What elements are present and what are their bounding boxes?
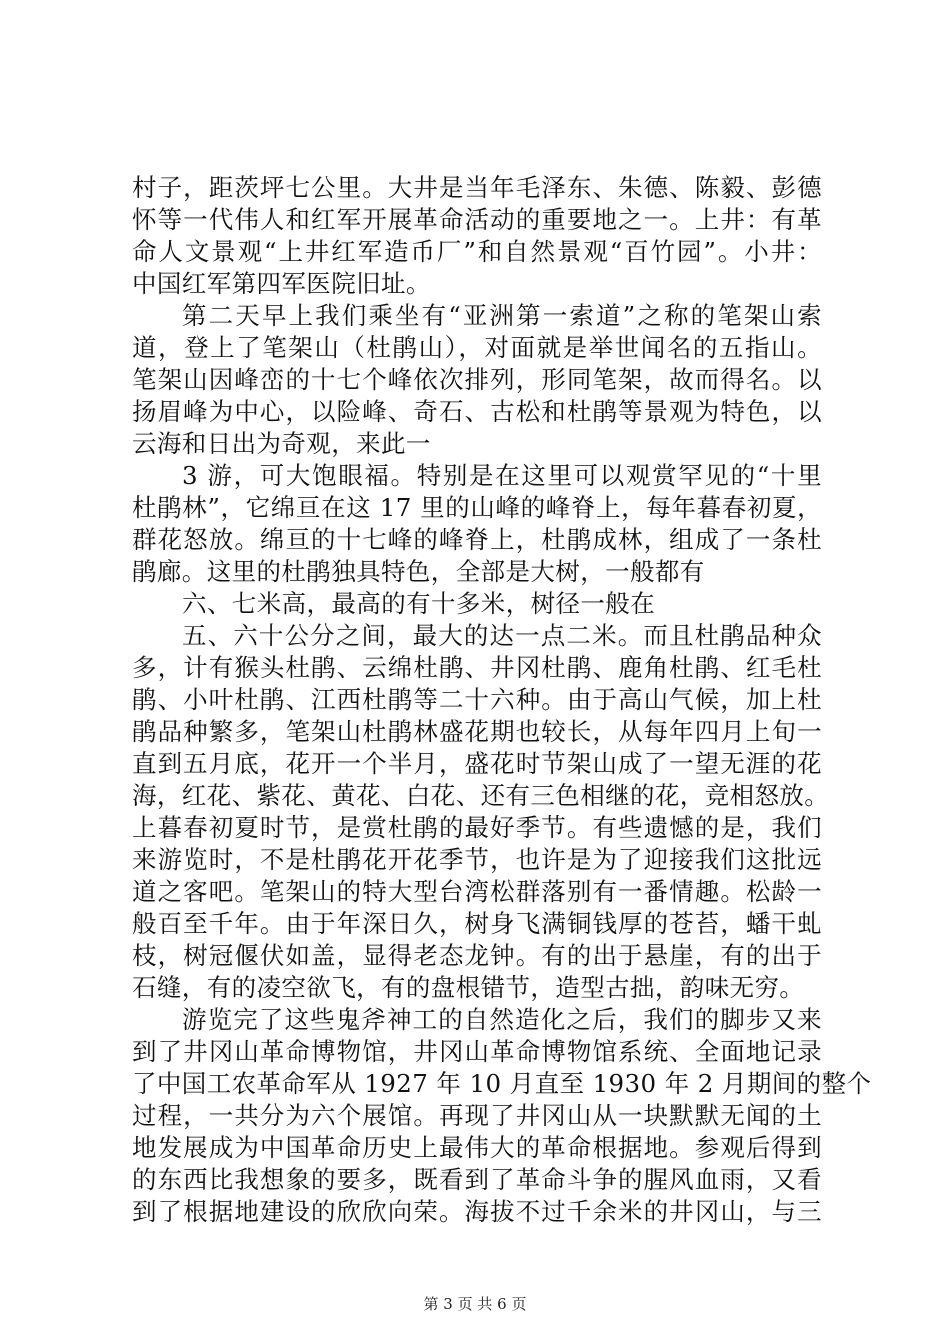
text-line: 鹃品种繁多，笔架山杜鹃林盛花期也较长，从每年四月上旬一 xyxy=(132,717,822,746)
text-line: 的东西比我想象的要多，既看到了革命斗争的腥风血雨，又看 xyxy=(132,1165,822,1194)
text-line: 鹃、小叶杜鹃、江西杜鹃等二十六种。由于高山气候，加上杜 xyxy=(132,685,822,714)
text-line: 云海和日出为奇观，来此一 xyxy=(132,429,431,458)
text-line: 地发展成为中国革命历史上最伟大的革命根据地。参观后得到 xyxy=(132,1133,822,1162)
text-line: 六、七米高，最高的有十多米，树径一般在 xyxy=(182,589,656,618)
page-footer: 第 3 页 共 6 页 xyxy=(423,1295,527,1313)
text-line: 枝，树冠偃伏如盖，显得老态龙钟。有的出于悬崖，有的出于 xyxy=(132,941,822,970)
text-line: 了中国工农革命军从 1927 年 10 月直至 1930 年 2 月期间的整个 xyxy=(132,1069,872,1098)
text-line: 杜鹃林”，它绵亘在这 17 里的山峰的峰脊上，每年暮春初夏， xyxy=(132,493,822,522)
text-line: 道之客吧。笔架山的特大型台湾松群落别有一番情趣。松龄一 xyxy=(132,877,822,906)
text-line: 到了根据地建设的欣欣向荣。海拔不过千余米的井冈山，与三 xyxy=(132,1197,822,1226)
text-line: 鹃廊。这里的杜鹃独具特色，全部是大树，一般都有 xyxy=(132,557,705,586)
body-text xyxy=(132,172,872,1228)
text-line: 般百至千年。由于年深日久，树身飞满铜钱厚的苍苔，蟠干虬 xyxy=(132,909,822,938)
text-line: 到了井冈山革命博物馆，井冈山革命博物馆系统、全面地记录 xyxy=(132,1037,822,1066)
text-line: 3 游，可大饱眼福。特别是在这里可以观赏罕见的“十里 xyxy=(182,461,822,490)
text-line: 中国红军第四军医院旧址。 xyxy=(132,269,431,298)
text-line: 过程，一共分为六个展馆。再现了井冈山从一块默默无闻的土 xyxy=(132,1101,822,1130)
text-line: 游览完了这些鬼斧神工的自然造化之后，我们的脚步又来 xyxy=(182,1005,822,1034)
text-line: 群花怒放。绵亘的十七峰的峰脊上，杜鹃成林，组成了一条杜 xyxy=(132,525,822,554)
text-line: 道，登上了笔架山（杜鹃山），对面就是举世闻名的五指山。 xyxy=(132,333,822,362)
text-line: 命人文景观“上井红军造币厂”和自然景观“百竹园”。小井： xyxy=(132,237,822,266)
text-line: 海，红花、紫花、黄花、白花、还有三色相继的花，竞相怒放。 xyxy=(132,781,830,810)
text-line: 上暮春初夏时节，是赏杜鹃的最好季节。有些遗憾的是，我们 xyxy=(132,813,822,842)
text-line: 村子，距茨坪七公里。大井是当年毛泽东、朱德、陈毅、彭德 xyxy=(132,173,822,202)
text-line: 石缝，有的凌空欲飞，有的盘根错节，造型古拙，韵味无穷。 xyxy=(132,973,805,1002)
text-line: 扬眉峰为中心，以险峰、奇石、古松和杜鹃等景观为特色，以 xyxy=(132,397,822,426)
text-line: 直到五月底，花开一个半月，盛花时节架山成了一望无涯的花 xyxy=(132,749,822,778)
text-line: 来游览时，不是杜鹃花开花季节，也许是为了迎接我们这批远 xyxy=(132,845,822,874)
text-line: 多，计有猴头杜鹃、云绵杜鹃、井冈杜鹃、鹿角杜鹃、红毛杜 xyxy=(132,653,822,682)
text-line: 笔架山因峰峦的十七个峰依次排列，形同笔架，故而得名。以 xyxy=(132,365,822,394)
text-line: 怀等一代伟人和红军开展革命活动的重要地之一。上井：有革 xyxy=(132,205,822,234)
text-line: 第二天早上我们乘坐有“亚洲第一索道”之称的笔架山索 xyxy=(182,301,822,330)
text-line: 五、六十公分之间，最大的达一点二米。而且杜鹃品种众 xyxy=(182,621,822,650)
